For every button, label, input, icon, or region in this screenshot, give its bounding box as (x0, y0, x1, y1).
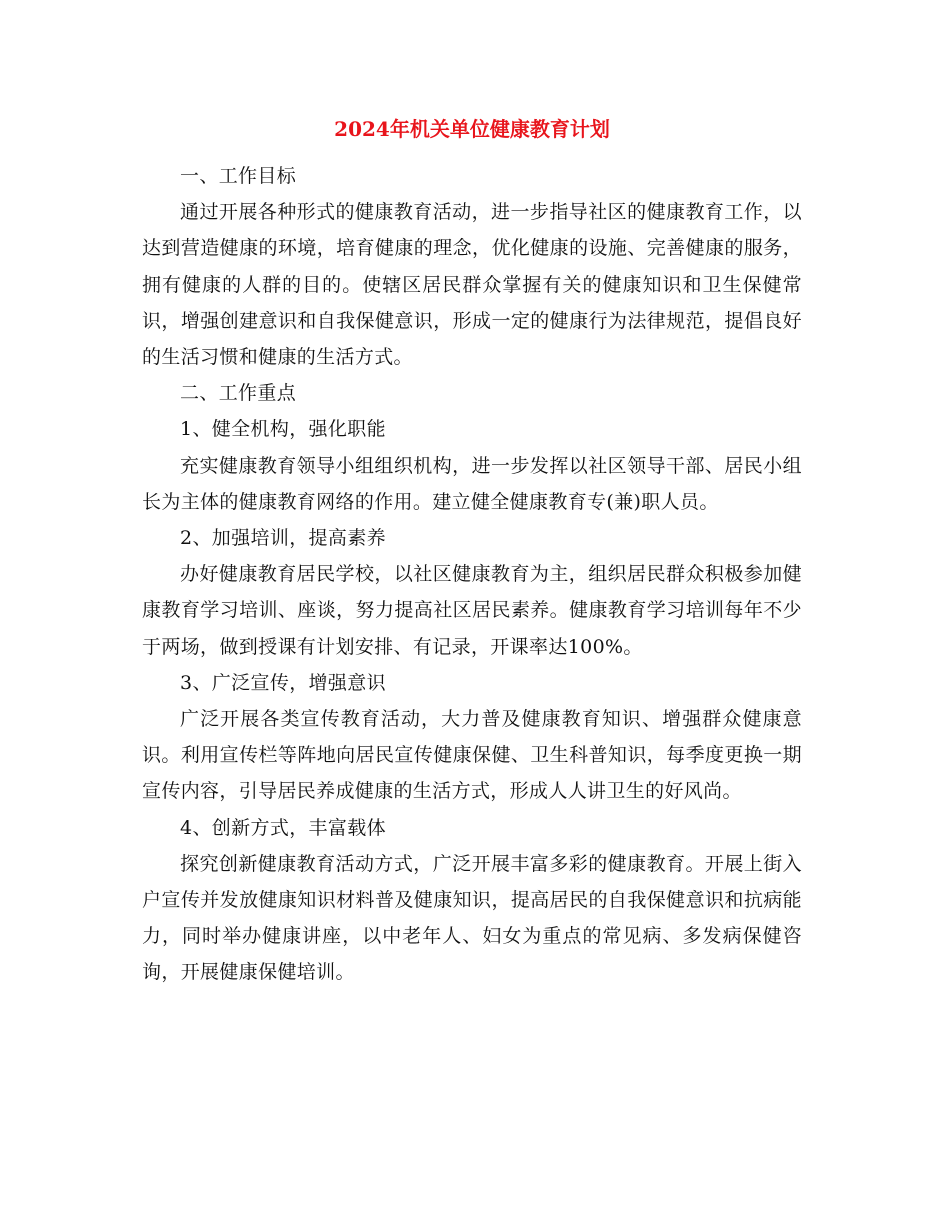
heading-work-goals: 一、工作目标 (180, 165, 297, 187)
heading-work-focus: 二、工作重点 (180, 382, 297, 405)
paragraph-innovation: 探究创新健康教育活动方式，广泛开展丰富多彩的健康教育。开展上街入户宣传并发放健康知识材料普及健康知识，提高居民的自我保健意识和抗病能力，同时举办健康讲座，以中老年人、妇女为重点的常见病、多发病保健咨询，开展健康保健培训。 (142, 852, 802, 984)
subheading-training: 2、加强培训，提高素养 (180, 527, 386, 550)
paragraph-organization: 充实健康教育领导小组组织机构，进一步发挥以社区领导干部、居民小组长为主体的健康教育网络的作用。建立健全健康教育专(兼)职人员。 (142, 454, 802, 513)
paragraph-publicity: 广泛开展各类宣传教育活动，大力普及健康教育知识、增强群众健康意识。利用宣传栏等阵地向居民宣传健康保健、卫生科普知识，每季度更换一期宣传内容，引导居民养成健康的生活方式，形成人人讲卫生的好风尚。 (142, 708, 802, 803)
document-title: 2024年机关单位健康教育计划 (334, 117, 610, 141)
subheading-publicity: 3、广泛宣传，增强意识 (180, 671, 386, 694)
subheading-organization: 1、健全机构，强化职能 (180, 418, 386, 441)
subheading-innovation: 4、创新方式，丰富载体 (180, 816, 386, 839)
document-body (142, 112, 802, 991)
paragraph-work-goals: 通过开展各种形式的健康教育活动，进一步指导社区的健康教育工作，以达到营造健康的环境，培育健康的理念，优化健康的设施、完善健康的服务，拥有健康的人群的目的。使辖区居民群众掌握有关的健康知识和卫生保健常识，增强创建意识和自我保健意识，形成一定的健康行为法律规范，提倡良好的生活习惯和健康的生活方式。 (142, 201, 802, 369)
paragraph-training: 办好健康教育居民学校，以社区健康教育为主，组织居民群众积极参加健康教育学习培训、座谈，努力提高社区居民素养。健康教育学习培训每年不少于两场，做到授课有计划安排、有记录，开课率达100%。 (142, 563, 802, 658)
